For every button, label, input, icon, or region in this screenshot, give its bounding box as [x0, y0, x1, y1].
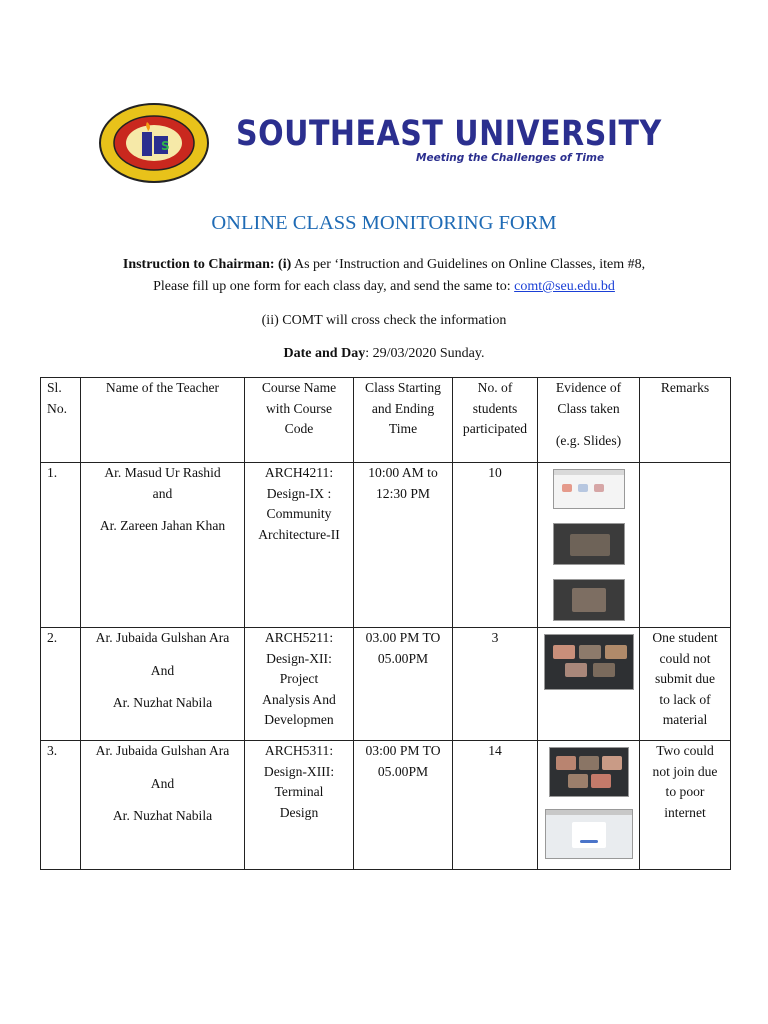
- header-teacher: Name of the Teacher: [81, 378, 245, 463]
- row-students: 14: [453, 741, 538, 870]
- row-evidence: [538, 463, 640, 628]
- header-students: No. of students participated: [453, 378, 538, 463]
- table-row: [41, 463, 731, 628]
- table-row: [41, 628, 731, 741]
- table-row: [41, 741, 731, 870]
- header-remarks: Remarks: [640, 378, 731, 463]
- university-tagline: Meeting the Challenges of Time: [416, 152, 605, 164]
- date-label: Date and Day: [283, 346, 366, 361]
- header-course: Course Name with Course Code: [245, 378, 354, 463]
- row-remarks: [640, 463, 731, 628]
- instruction-text: As per ‘Instruction and Guidelines on Online Classes, item #8,: [291, 257, 646, 272]
- evidence-screenshot: [553, 469, 625, 509]
- row-teacher: Ar. Jubaida Gulshan Ara And Ar. Nuzhat Nabila: [81, 628, 245, 741]
- form-title: ONLINE CLASS MONITORING FORM: [211, 212, 557, 234]
- instruction-line-2: [0, 276, 768, 298]
- row-evidence: [538, 741, 640, 870]
- evidence-screenshot: [544, 634, 634, 690]
- row-remarks: One student could not submit due to lack of material: [640, 628, 731, 741]
- row-students: 3: [453, 628, 538, 741]
- instruction-line-1: [0, 254, 768, 276]
- evidence-screenshot: [553, 579, 625, 621]
- row-course: ARCH5211: Design-XII: Project Analysis And Developmen: [245, 628, 354, 741]
- row-sl: 1.: [41, 463, 81, 628]
- instruction-line-3: (ii) COMT will cross check the information: [261, 313, 507, 328]
- university-name: SOUTHEAST UNIVERSITY: [236, 114, 662, 155]
- evidence-screenshot: [545, 809, 633, 859]
- evidence-screenshot: [549, 747, 629, 797]
- table-header-row: [41, 378, 731, 463]
- email-link[interactable]: comt@seu.edu.bd: [514, 279, 615, 294]
- svg-text:S: S: [161, 139, 170, 153]
- row-course: ARCH4211: Design-IX : Community Architecture-II: [245, 463, 354, 628]
- row-time: 10:00 AM to 12:30 PM: [354, 463, 453, 628]
- row-sl: 3.: [41, 741, 81, 870]
- header-sl: Sl. No.: [41, 378, 81, 463]
- date-line: [0, 343, 768, 365]
- date-value: : 29/03/2020 Sunday.: [365, 346, 485, 361]
- university-header: [98, 102, 662, 188]
- row-course: ARCH5311: Design-XIII: Terminal Design: [245, 741, 354, 870]
- header-evidence: Evidence of Class taken (e.g. Slides): [538, 378, 640, 463]
- row-teacher: Ar. Masud Ur Rashid and Ar. Zareen Jahan Khan: [81, 463, 245, 628]
- row-teacher: Ar. Jubaida Gulshan Ara And Ar. Nuzhat Nabila: [81, 741, 245, 870]
- instruction-label: Instruction to Chairman: (i): [122, 257, 292, 272]
- row-sl: 2.: [41, 628, 81, 741]
- row-time: 03:00 PM TO 05.00PM: [354, 741, 453, 870]
- row-remarks: Two could not join due to poor internet: [640, 741, 731, 870]
- row-students: 10: [453, 463, 538, 628]
- university-logo: [98, 102, 210, 184]
- monitoring-table: [40, 377, 731, 870]
- instruction-text-2: Please fill up one form for each class day, and send the same to:: [153, 279, 515, 294]
- header-time: Class Starting and Ending Time: [354, 378, 453, 463]
- evidence-screenshot: [553, 523, 625, 565]
- row-time: 03.00 PM TO 05.00PM: [354, 628, 453, 741]
- row-evidence: [538, 628, 640, 741]
